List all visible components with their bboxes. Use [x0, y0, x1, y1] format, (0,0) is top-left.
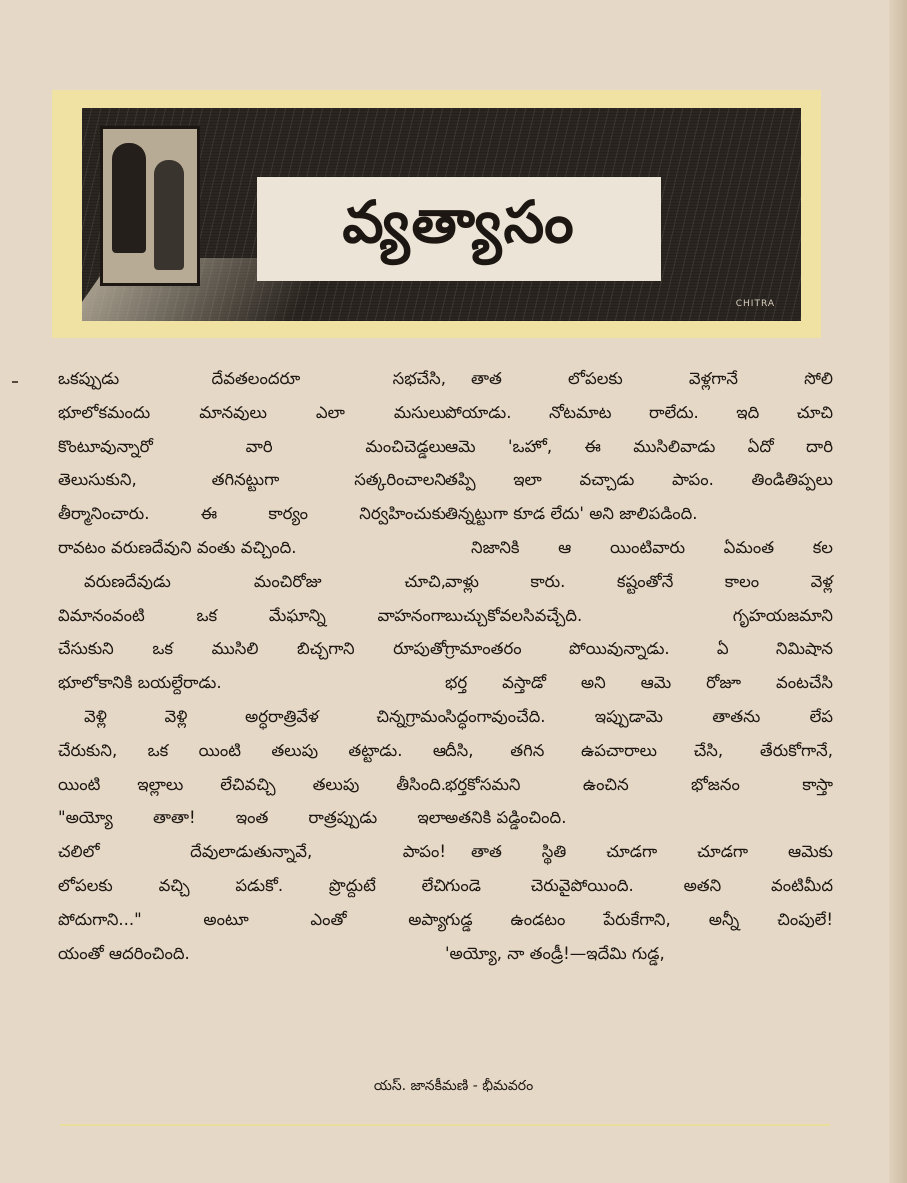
text-line: వరుణదేవుడు మంచిరోజు చూచి, — [84, 571, 446, 591]
page-edge-shadow — [889, 0, 907, 1183]
text-line: చేసుకుని ఒక ముసిలి బిచ్చగాని రూపుతో — [58, 639, 446, 659]
text-line: తాత స్థితి చూడగా చూడగా ఆమెకు — [471, 842, 833, 862]
text-line: భూలోకానికి బయల్దేరాడు. — [58, 673, 222, 693]
story-header-panel — [52, 90, 821, 338]
title-box — [257, 177, 661, 281]
margin-mark — [12, 381, 18, 383]
text-line: ఒకప్పుడు దేవతలందరూ సభచేసి, — [58, 369, 446, 388]
story-title: వ్యత్యాసం — [342, 187, 576, 256]
text-line: ఆమె 'ఒహో, ఈ ముసిలివాడు ఏదో దారి — [445, 436, 833, 456]
paragraph — [445, 362, 833, 531]
author-byline: యస్. జానకీమణి - భీమవరం — [373, 1078, 534, 1094]
text-line: వెళ్లి వెళ్లి అర్ధరాత్రివేళ చిన్నగ్రామం — [84, 706, 446, 726]
text-line: గ్రామాంతరం పోయివున్నాడు. ఏ నిమిషాన — [445, 639, 833, 659]
left-text-column — [58, 362, 446, 970]
text-line: చేరుకుని, ఒక యింటి తలుపు తట్టాడు. ఆ — [58, 740, 446, 760]
text-line: కొంటూవున్నారో వారి మంచిచెడ్డలు — [58, 436, 446, 456]
text-line: వాళ్లు కారు. కష్టంతోనే కాలం వెళ్ల — [445, 571, 833, 591]
text-line: తప్పి ఇలా వచ్చాడు పాపం. తిండితిప్పలు — [445, 470, 833, 490]
text-line: యంతో ఆదరించింది. — [58, 943, 190, 963]
woman-figure — [112, 143, 146, 253]
header-illustration — [82, 108, 801, 321]
bottom-rule — [60, 1124, 830, 1126]
text-line: "అయ్యో తాతా! ఇంత రాత్రప్పుడు ఇలా — [58, 808, 446, 828]
text-line: బుచ్చుకోవలసివచ్చేది. గృహయజమాని — [445, 605, 833, 625]
text-line: లోపలకు వచ్చి పడుకో. ప్రొద్దుటే లేచి — [58, 875, 446, 895]
artist-signature: CHITRA — [735, 299, 775, 309]
paragraph — [58, 565, 446, 700]
right-text-column — [445, 362, 833, 970]
text-line: తెలుసుకుని, తగినట్టుగా సత్కరించాలని — [58, 470, 446, 490]
text-line: గుండె చెరువైపోయింది. అతని వంటిమీద — [445, 875, 833, 895]
text-line: 'అయ్యో, నా తండ్రీ!—ఇదేమి గుడ్డ, — [445, 943, 665, 963]
text-line: భర్త వస్తాడో అని ఆమె రోజూ వంటచేసి — [445, 673, 833, 693]
text-line: గుడ్డ ఉండటం పేరుకేగాని, అన్నీ చింపులే! — [445, 909, 833, 929]
text-line: అతనికి పడ్డించింది. — [445, 808, 567, 828]
text-line: భర్తకోసమని ఉంచిన భోజనం కాస్తా — [445, 774, 833, 794]
paragraph — [445, 835, 833, 970]
text-line: పోదుగాని..." అంటూ ఎంతో అప్యా — [58, 909, 446, 929]
text-line: తాత లోపలకు వెళ్లగానే సోలి — [471, 369, 833, 388]
text-line: నిజానికి ఆ యింటివారు ఏమంత కల — [471, 537, 833, 557]
text-line: రావటం వరుణదేవుని వంతు వచ్చింది. — [58, 537, 297, 557]
text-line: తీర్మానించారు. ఈ కార్యం నిర్వహించుకు — [58, 504, 446, 524]
text-line: యింటి ఇల్లాలు లేచివచ్చి తలుపు తీసింది. — [58, 774, 446, 794]
text-line: తిన్నట్టుగా కూడ లేదు' అని జాలిపడింది. — [445, 504, 698, 524]
text-line: చలిలో దేవులాడుతున్నావే, పాపం! — [58, 842, 446, 862]
paragraph — [58, 700, 446, 970]
text-line: భూలోకమందు మానవులు ఎలా మసులు — [58, 402, 446, 422]
old-man-figure — [154, 160, 184, 270]
paragraph — [58, 362, 446, 565]
text-line: విమానంవంటి ఒక మేఘాన్ని వాహనంగా — [58, 605, 446, 625]
text-line: దీసి, తగిన ఉపచారాలు చేసి, తేరుకోగానే, — [445, 740, 833, 760]
text-line: పోయాడు. నోటమాట రాలేదు. ఇది చూచి — [445, 402, 833, 422]
paragraph — [445, 531, 833, 835]
text-line: సిద్ధంగావుంచేది. ఇప్పుడామె తాతను లేప — [445, 706, 833, 726]
